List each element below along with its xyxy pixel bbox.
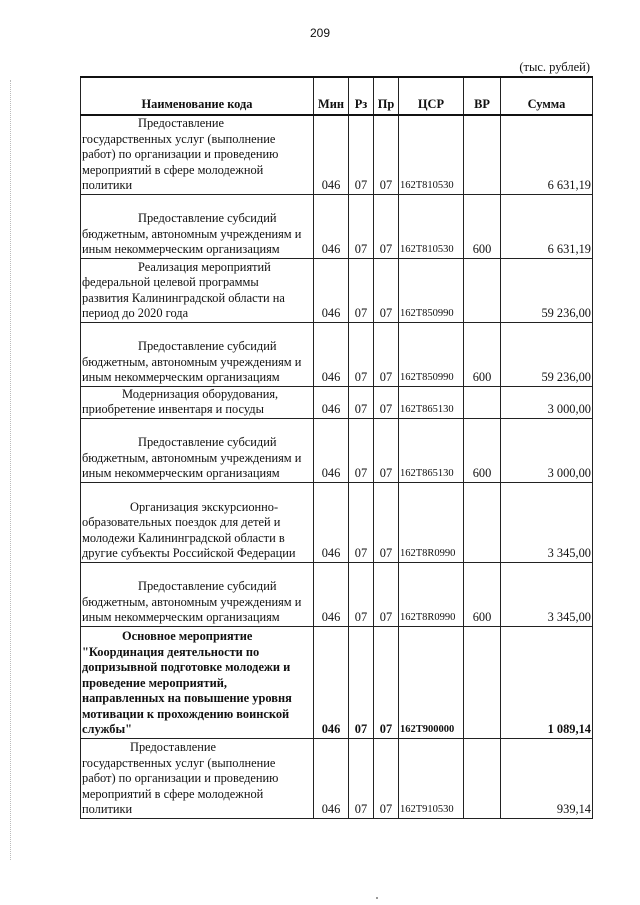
row-name-cell xyxy=(81,418,314,482)
table-row xyxy=(81,194,593,258)
row-sum: 3 000,00 xyxy=(501,418,593,482)
header-vr: ВР xyxy=(464,77,501,115)
table-body xyxy=(81,115,593,818)
row-min: 046 xyxy=(314,115,349,194)
row-pr: 07 xyxy=(374,738,399,818)
row-name: Предоставление субсидий бюджетным, автономным учреждениям и иным некоммерческим организациям xyxy=(82,211,302,256)
row-min: 046 xyxy=(314,482,349,562)
row-rz: 07 xyxy=(349,418,374,482)
row-csr: 162T850990 xyxy=(399,322,464,386)
row-rz: 07 xyxy=(349,626,374,738)
row-sum: 6 631,19 xyxy=(501,115,593,194)
row-name-cell xyxy=(81,386,314,418)
row-min: 046 xyxy=(314,386,349,418)
row-sum: 939,14 xyxy=(501,738,593,818)
row-rz: 07 xyxy=(349,322,374,386)
row-pr: 07 xyxy=(374,418,399,482)
row-vr: 600 xyxy=(464,194,501,258)
row-pr: 07 xyxy=(374,386,399,418)
page-number: 209 xyxy=(309,26,331,40)
table-row xyxy=(81,322,593,386)
header-name: Наименование кода xyxy=(81,77,314,115)
header-pr: Пр xyxy=(374,77,399,115)
row-min: 046 xyxy=(314,194,349,258)
row-vr: 600 xyxy=(464,562,501,626)
row-vr xyxy=(464,115,501,194)
row-rz: 07 xyxy=(349,482,374,562)
table-row xyxy=(81,115,593,194)
table-row xyxy=(81,562,593,626)
table-header-row xyxy=(81,77,593,115)
row-vr: 600 xyxy=(464,418,501,482)
row-rz: 07 xyxy=(349,386,374,418)
row-vr xyxy=(464,738,501,818)
row-csr: 162T865130 xyxy=(399,386,464,418)
row-name: Предоставление государственных услуг (выполнение работ) по организации и проведению мероприятий в сфере молодежной политики xyxy=(82,116,279,192)
header-sum: Сумма xyxy=(501,77,593,115)
row-name: Предоставление государственных услуг (выполнение работ) по организации и проведению мероприятий в сфере молодежной политики xyxy=(82,740,279,816)
row-name-cell xyxy=(81,562,314,626)
row-name-cell xyxy=(81,258,314,322)
row-csr: 162T900000 xyxy=(399,626,464,738)
binding-margin-line xyxy=(10,80,11,860)
row-vr xyxy=(464,482,501,562)
row-csr: 162T910530 xyxy=(399,738,464,818)
row-sum: 6 631,19 xyxy=(501,194,593,258)
header-rz: Рз xyxy=(349,77,374,115)
row-pr: 07 xyxy=(374,115,399,194)
row-vr xyxy=(464,386,501,418)
row-csr: 162T850990 xyxy=(399,258,464,322)
table-row xyxy=(81,418,593,482)
table-row xyxy=(81,738,593,818)
units-label: (тыс. рублей) xyxy=(519,60,590,74)
row-rz: 07 xyxy=(349,738,374,818)
table-row xyxy=(81,482,593,562)
row-pr: 07 xyxy=(374,482,399,562)
row-csr: 162T8R0990 xyxy=(399,482,464,562)
scan-speck xyxy=(376,897,378,899)
row-vr: 600 xyxy=(464,322,501,386)
row-sum: 3 000,00 xyxy=(501,386,593,418)
header-csr: ЦСР xyxy=(399,77,464,115)
row-pr: 07 xyxy=(374,562,399,626)
row-csr: 162T8R0990 xyxy=(399,562,464,626)
row-name: Предоставление субсидий бюджетным, автономным учреждениям и иным некоммерческим организациям xyxy=(82,435,302,480)
row-name-cell xyxy=(81,194,314,258)
header-min: Мин xyxy=(314,77,349,115)
row-vr xyxy=(464,258,501,322)
row-pr: 07 xyxy=(374,626,399,738)
row-sum: 3 345,00 xyxy=(501,562,593,626)
table-row xyxy=(81,626,593,738)
row-min: 046 xyxy=(314,738,349,818)
row-min: 046 xyxy=(314,562,349,626)
row-name-cell xyxy=(81,482,314,562)
row-name: Основное мероприятие "Координация деятельности по допризывной подготовке молодежи и проведение мероприятий, направленных на повышение уровня мотивации к прохождению воинской службы" xyxy=(82,629,292,736)
table-row xyxy=(81,386,593,418)
row-name-cell xyxy=(81,115,314,194)
row-name: Организация экскурсионно- образовательных поездок для детей и молодежи Калининградской области в другие субъекты Российской Федерации xyxy=(82,499,296,560)
row-pr: 07 xyxy=(374,194,399,258)
row-csr: 162T810530 xyxy=(399,115,464,194)
row-rz: 07 xyxy=(349,258,374,322)
row-name: Предоставление субсидий бюджетным, автономным учреждениям и иным некоммерческим организациям xyxy=(82,339,302,384)
row-sum: 1 089,14 xyxy=(501,626,593,738)
row-min: 046 xyxy=(314,418,349,482)
row-csr: 162T865130 xyxy=(399,418,464,482)
row-rz: 07 xyxy=(349,194,374,258)
row-min: 046 xyxy=(314,258,349,322)
row-name-cell xyxy=(81,738,314,818)
budget-table xyxy=(80,76,593,819)
row-sum: 59 236,00 xyxy=(501,322,593,386)
row-sum: 3 345,00 xyxy=(501,482,593,562)
row-min: 046 xyxy=(314,626,349,738)
row-rz: 07 xyxy=(349,562,374,626)
row-min: 046 xyxy=(314,322,349,386)
row-name: Реализация мероприятий федеральной целевой программы развития Калининградской области на период до 2020 года xyxy=(82,259,285,320)
row-sum: 59 236,00 xyxy=(501,258,593,322)
row-vr xyxy=(464,626,501,738)
row-csr: 162T810530 xyxy=(399,194,464,258)
row-name-cell xyxy=(81,322,314,386)
row-pr: 07 xyxy=(374,322,399,386)
row-name-cell xyxy=(81,626,314,738)
row-name: Модернизация оборудования, приобретение инвентаря и посуды xyxy=(82,386,279,416)
row-rz: 07 xyxy=(349,115,374,194)
row-name: Предоставление субсидий бюджетным, автономным учреждениям и иным некоммерческим организациям xyxy=(82,579,302,624)
table-row xyxy=(81,258,593,322)
row-pr: 07 xyxy=(374,258,399,322)
